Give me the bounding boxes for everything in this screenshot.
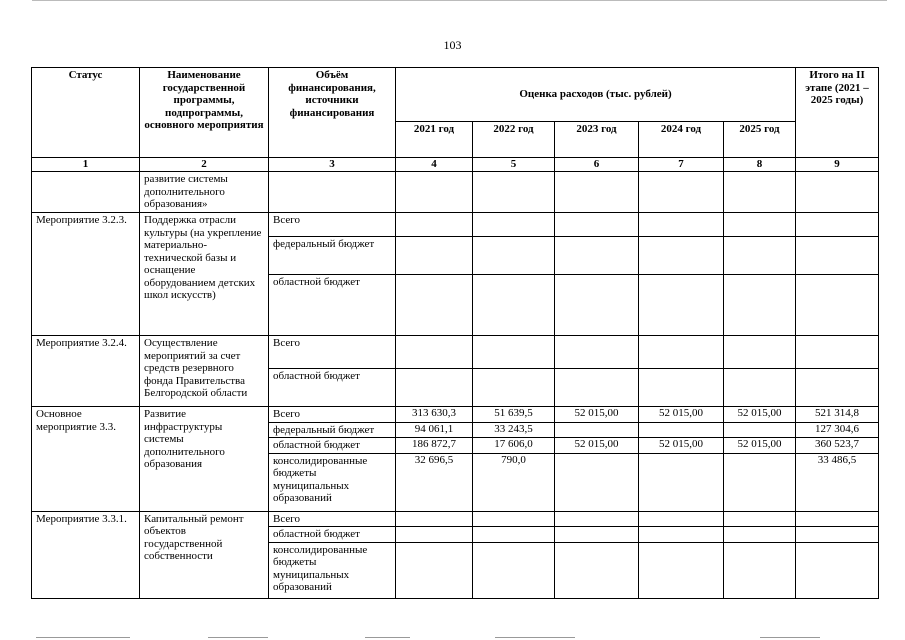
col-num: 9 bbox=[796, 158, 879, 172]
value-cell: 52 015,00 bbox=[555, 407, 639, 423]
source-cell: областной бюджет bbox=[269, 527, 396, 543]
page-number: 103 bbox=[443, 38, 462, 52]
col-num: 6 bbox=[555, 158, 639, 172]
source-cell: Всего bbox=[269, 213, 396, 237]
value-cell bbox=[555, 422, 639, 438]
status-cell: Основное мероприятие 3.3. bbox=[32, 407, 140, 512]
source-cell: областной бюджет bbox=[269, 275, 396, 336]
value-cell: 52 015,00 bbox=[724, 438, 796, 454]
source-cell: областной бюджет bbox=[269, 369, 396, 407]
table-row bbox=[32, 213, 879, 237]
status-cell: Мероприятие 3.2.4. bbox=[32, 336, 140, 407]
value-cell: 17 606,0 bbox=[473, 438, 555, 454]
value-cell: 33 243,5 bbox=[473, 422, 555, 438]
header-year-2021: 2021 год bbox=[396, 122, 473, 158]
name-cell: развитие системы дополнительного образования» bbox=[140, 172, 269, 213]
header-year-2023: 2023 год bbox=[555, 122, 639, 158]
source-cell: областной бюджет bbox=[269, 438, 396, 454]
col-num: 7 bbox=[639, 158, 724, 172]
value-cell: 52 015,00 bbox=[724, 407, 796, 423]
value-cell bbox=[555, 453, 639, 511]
value-cell bbox=[639, 172, 724, 213]
value-cell: 51 639,5 bbox=[473, 407, 555, 423]
header-total: Итого на II этапе (2021 – 2025 годы) bbox=[796, 68, 879, 158]
total-cell: 521 314,8 bbox=[796, 407, 879, 423]
value-cell bbox=[724, 422, 796, 438]
value-cell bbox=[724, 453, 796, 511]
col-num: 3 bbox=[269, 158, 396, 172]
status-cell bbox=[32, 172, 140, 213]
col-num: 4 bbox=[396, 158, 473, 172]
value-cell bbox=[396, 172, 473, 213]
column-number-row bbox=[32, 158, 879, 172]
source-cell: федеральный бюджет bbox=[269, 422, 396, 438]
source-cell: консолидированные бюджеты муниципальных образований bbox=[269, 453, 396, 511]
table-row bbox=[32, 336, 879, 369]
total-cell: 360 523,7 bbox=[796, 438, 879, 454]
value-cell: 790,0 bbox=[473, 453, 555, 511]
value-cell bbox=[724, 172, 796, 213]
total-cell: 127 304,6 bbox=[796, 422, 879, 438]
value-cell bbox=[555, 172, 639, 213]
name-cell: Развитие инфраструктуры системы дополнительного образования bbox=[140, 407, 269, 512]
header-status: Статус bbox=[32, 68, 140, 158]
value-cell: 52 015,00 bbox=[639, 407, 724, 423]
value-cell bbox=[796, 172, 879, 213]
value-cell: 313 630,3 bbox=[396, 407, 473, 423]
source-cell: консолидированные бюджеты муниципальных образований bbox=[269, 542, 396, 598]
value-cell bbox=[473, 172, 555, 213]
financing-table bbox=[31, 67, 879, 599]
col-num: 5 bbox=[473, 158, 555, 172]
header-year-2025: 2025 год bbox=[724, 122, 796, 158]
source-cell: федеральный бюджет bbox=[269, 237, 396, 275]
value-cell: 52 015,00 bbox=[555, 438, 639, 454]
value-cell: 186 872,7 bbox=[396, 438, 473, 454]
table-row bbox=[32, 407, 879, 423]
name-cell: Поддержка отрасли культуры (на укрепление материально-технической базы и оснащение оборудованием детских школ искусств) bbox=[140, 213, 269, 336]
col-num: 8 bbox=[724, 158, 796, 172]
value-cell: 52 015,00 bbox=[639, 438, 724, 454]
value-cell: 32 696,5 bbox=[396, 453, 473, 511]
header-estimate: Оценка расходов (тыс. рублей) bbox=[396, 68, 796, 122]
table-row bbox=[32, 511, 879, 527]
name-cell: Осуществление мероприятий за счет средств резервного фонда Правительства Белгородской области bbox=[140, 336, 269, 407]
bottom-rule bbox=[0, 634, 905, 640]
source-cell bbox=[269, 172, 396, 213]
source-cell: Всего bbox=[269, 336, 396, 369]
source-cell: Всего bbox=[269, 407, 396, 423]
name-cell: Капитальный ремонт объектов государственной собственности bbox=[140, 511, 269, 598]
total-cell: 33 486,5 bbox=[796, 453, 879, 511]
value-cell bbox=[639, 422, 724, 438]
top-rule bbox=[32, 0, 887, 3]
value-cell: 94 061,1 bbox=[396, 422, 473, 438]
header-year-2024: 2024 год bbox=[639, 122, 724, 158]
status-cell: Мероприятие 3.2.3. bbox=[32, 213, 140, 336]
header-year-2022: 2022 год bbox=[473, 122, 555, 158]
status-cell: Мероприятие 3.3.1. bbox=[32, 511, 140, 598]
header-name: Наименование государственной программы, подпрограммы, основного мероприятия bbox=[140, 68, 269, 158]
col-num: 2 bbox=[140, 158, 269, 172]
table-row bbox=[32, 172, 879, 213]
source-cell: Всего bbox=[269, 511, 396, 527]
value-cell bbox=[639, 453, 724, 511]
header-volume: Объём финансирования, источники финансирования bbox=[269, 68, 396, 158]
col-num: 1 bbox=[32, 158, 140, 172]
